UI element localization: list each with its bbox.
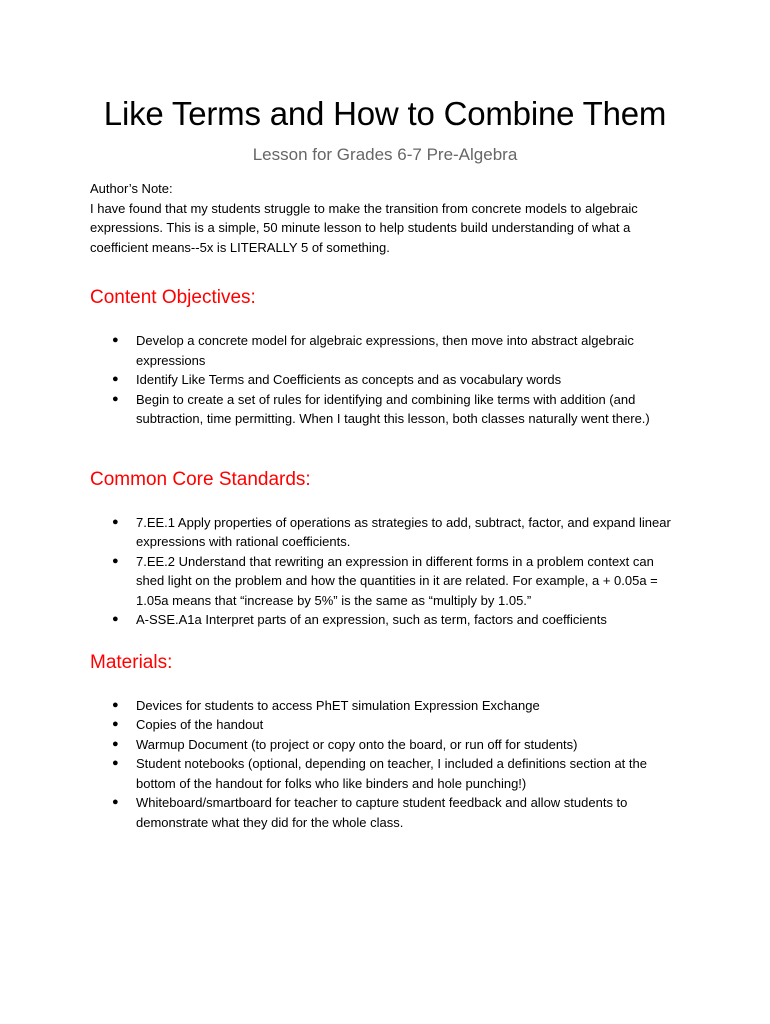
common-core-standards-heading: Common Core Standards: — [90, 468, 311, 490]
list-item-text: A-SSE.A1a Interpret parts of an expression, such as term, factors and coefficients — [136, 612, 607, 627]
list-item-text: 7.EE.2 Understand that rewriting an expression in different forms in a problem context can shed light on the problem and how the quantities in it are related. For example, a + 0.05a = 1.05a means that “increase by 5%” is the same as “multiply by 1.05.” — [136, 553, 658, 608]
list-item-text: Warmup Document (to project or copy onto the board, or run off for students) — [136, 736, 578, 752]
list-item — [90, 754, 680, 793]
list-item-text: Identify Like Terms and Coefficients as concepts and as vocabulary words — [136, 372, 562, 387]
list-item — [90, 793, 680, 832]
bullet-icon: ● — [112, 796, 119, 808]
list-item — [90, 610, 680, 630]
list-item-text: 7.EE.1 Apply properties of operations as strategies to add, subtract, factor, and expand linear expressions with rational coefficients. — [136, 514, 671, 549]
list-item — [90, 370, 680, 390]
list-item — [90, 331, 680, 370]
bullet-icon: ● — [112, 737, 119, 750]
authors-note-label: Author’s Note: — [90, 181, 173, 196]
list-item-text: Copies of the handout — [136, 717, 264, 732]
bullet-icon: ● — [112, 515, 119, 528]
bullet-icon: ● — [112, 718, 119, 730]
authors-note-text: I have found that my students struggle to make the transition from concrete models to algebraic expressions. This is a simple, 50 minute lesson to help students build understanding of what a coefficient means--5x is LITERALLY 5 of something. — [90, 200, 638, 255]
list-item-text: Begin to create a set of rules for identifying and combining like terms with addition (and subtraction, time permitting. When I taught this lesson, both classes naturally went there.) — [136, 391, 650, 426]
page-title: Like Terms and How to Combine Them — [103, 95, 667, 132]
list-item-text: Develop a concrete model for algebraic expressions, then move into abstract algebraic expressions — [136, 333, 634, 368]
list-item-text: Devices for students to access PhET simulation Expression Exchange — [136, 697, 540, 713]
list-item-text: Student notebooks (optional, depending on teacher, I included a definitions section at the bottom of the handout for folks who like binders and hole punching!) — [136, 756, 647, 791]
authors-note — [90, 179, 680, 257]
list-item — [90, 552, 680, 611]
list-item — [90, 735, 680, 755]
list-item-text: Whiteboard/smartboard for teacher to capture student feedback and allow students to demonstrate what they did for the whole class. — [136, 795, 628, 830]
bullet-icon: ● — [112, 554, 119, 567]
bullet-icon: ● — [112, 613, 119, 625]
materials-list — [90, 696, 680, 833]
content-objectives-heading: Content Objectives: — [90, 287, 256, 308]
bullet-icon: ● — [112, 757, 119, 769]
content-objectives-list — [90, 331, 680, 429]
bullet-icon: ● — [112, 698, 119, 711]
bullet-icon: ● — [112, 334, 119, 346]
list-item — [90, 390, 680, 429]
list-item — [90, 513, 680, 552]
list-item — [90, 696, 680, 716]
bullet-icon: ● — [112, 392, 119, 405]
common-core-standards-list — [90, 513, 680, 630]
materials-heading: Materials: — [90, 651, 173, 673]
page-subtitle: Lesson for Grades 6-7 Pre-Algebra — [252, 145, 518, 164]
bullet-icon: ● — [112, 373, 119, 385]
list-item — [90, 715, 680, 735]
